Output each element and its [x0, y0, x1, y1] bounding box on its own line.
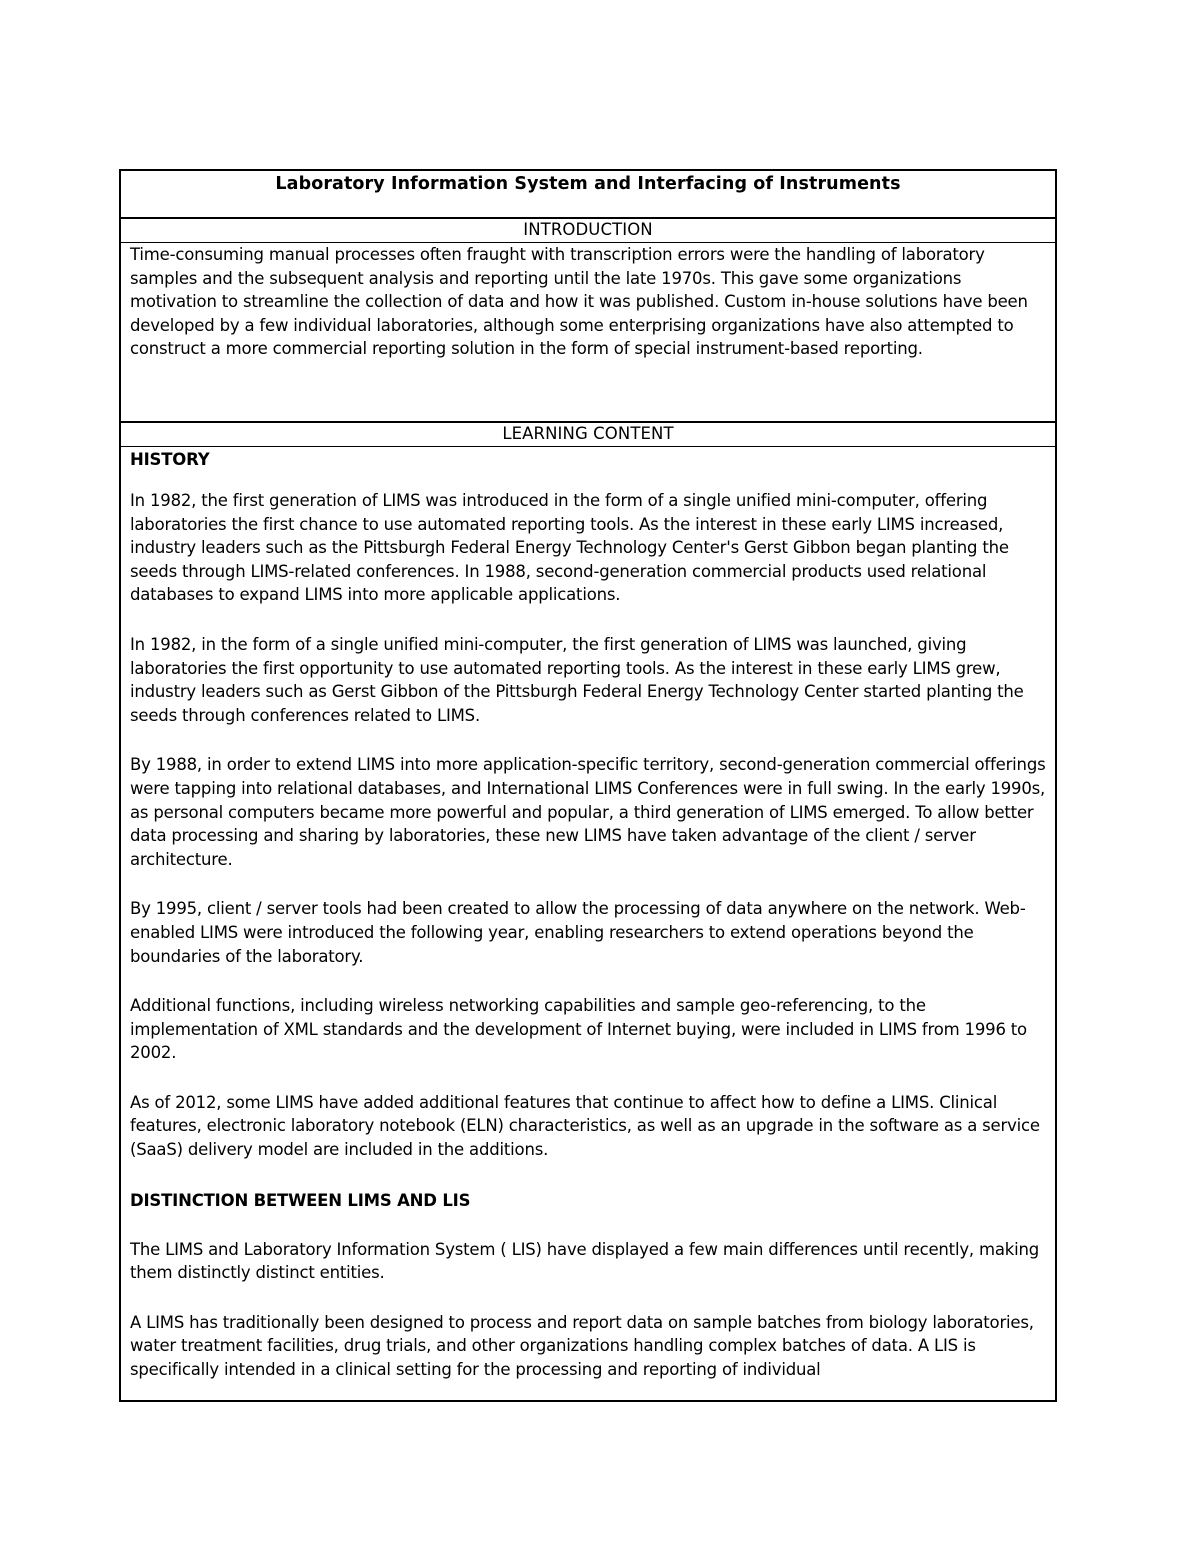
- learning-content-body: [121, 447, 1055, 1382]
- distinction-heading: DISTINCTION BETWEEN LIMS AND LIS: [130, 1190, 471, 1210]
- history-paragraph: As of 2012, some LIMS have added additional features that continue to affect how to define a LIMS. Clinical features, electronic laboratory notebook (ELN) characteristics, as well as an upgrade in the software as a service (SaaS) delivery model are included in the additions.: [130, 1092, 1040, 1160]
- history-heading: HISTORY: [130, 450, 210, 469]
- document-title: Laboratory Information System and Interfacing of Instruments: [121, 171, 1055, 219]
- history-paragraph: Additional functions, including wireless networking capabilities and sample geo-referencing, to the implementation of XML standards and the development of Internet buying, were included in LIMS from 1996 to 2002.: [130, 996, 1027, 1063]
- history-paragraph: By 1988, in order to extend LIMS into more application-specific territory, second-generation commercial offerings were tapping into relational databases, and International LIMS Conferences were in full swing. In the early 1990s, as personal computers became more powerful and popular, a third generation of LIMS emerged. To allow better data processing and sharing by laboratories, these new LIMS have taken advantage of the client / server architecture.: [130, 755, 1046, 869]
- history-paragraph: In 1982, the first generation of LIMS was introduced in the form of a single unified mini-computer, offering laboratories the first chance to use automated reporting tools. As the interest in these early LIMS increased, industry leaders such as the Pittsburgh Federal Energy Technology Center's Gerst Gibbon began planting the seeds through LIMS-related conferences. In 1988, second-generation commercial products used relational databases to expand LIMS into more applicable applications.: [130, 491, 1009, 605]
- distinction-paragraph: A LIMS has traditionally been designed to process and report data on sample batches from biology laboratories, water treatment facilities, drug trials, and other organizations handling complex batches of data. A LIS is specifically intended in a clinical setting for the processing and reporting of individual: [130, 1312, 1034, 1380]
- distinction-paragraph: The LIMS and Laboratory Information System ( LIS) have displayed a few main differences until recently, making them distinctly distinct entities.: [130, 1239, 1040, 1283]
- introduction-header: INTRODUCTION: [121, 219, 1055, 243]
- learning-content-header: LEARNING CONTENT: [121, 423, 1055, 447]
- history-paragraph: In 1982, in the form of a single unified mini-computer, the first generation of LIMS was launched, giving laboratories the first opportunity to use automated reporting tools. As the interest in these early LIMS grew, industry leaders such as Gerst Gibbon of the Pittsburgh Federal Energy Technology Center started planting the seeds through conferences related to LIMS.: [130, 634, 1024, 725]
- history-paragraph: By 1995, client / server tools had been created to allow the processing of data anywhere on the network. Web-enabled LIMS were introduced the following year, enabling researchers to extend operations beyond the boundaries of the laboratory.: [130, 899, 1026, 966]
- document-table: [119, 169, 1057, 1402]
- introduction-body: Time-consuming manual processes often fraught with transcription errors were the handling of laboratory samples and the subsequent analysis and reporting until the late 1970s. This gave some organizations motivation to streamline the collection of data and how it was published. Custom in-house solutions have been developed by a few individual laboratories, although some enterprising organizations have also attempted to construct a more commercial reporting solution in the form of special instrument-based reporting.: [121, 243, 1055, 423]
